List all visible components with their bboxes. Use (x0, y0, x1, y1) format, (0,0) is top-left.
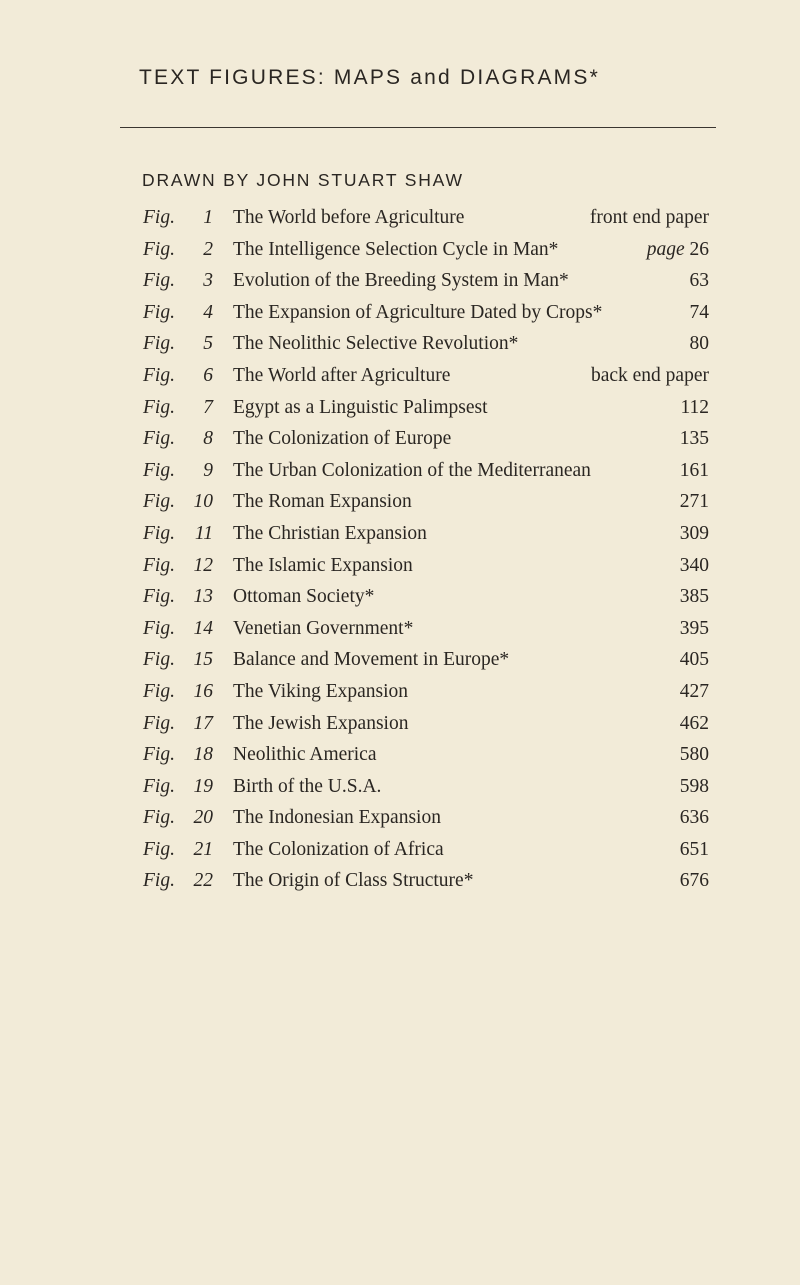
figure-label: Fig. (143, 586, 175, 608)
figure-row (0, 803, 800, 835)
figure-title: The Colonization of Europe (233, 428, 452, 450)
figure-list (0, 203, 800, 898)
figure-row (0, 551, 800, 583)
figure-row (0, 266, 800, 298)
figure-title: The Origin of Class Structure* (233, 870, 474, 892)
page-number: front end paper (589, 207, 709, 228)
figure-page-ref (647, 239, 709, 261)
figure-label: Fig. (143, 744, 175, 766)
figure-number (143, 302, 213, 324)
figure-index: 21 (193, 838, 213, 860)
figure-row (0, 487, 800, 519)
figure-title: Ottoman Society* (233, 586, 375, 608)
figure-label: Fig. (143, 870, 175, 892)
figure-page-ref (680, 713, 709, 735)
figure-page-ref (680, 555, 709, 577)
figure-index: 19 (193, 775, 213, 797)
figure-index: 17 (193, 712, 213, 734)
figure-page-ref (680, 649, 709, 671)
figure-page-ref (690, 270, 710, 292)
page-number: 161 (679, 459, 709, 481)
figure-number (143, 239, 213, 261)
figure-title: Evolution of the Breeding System in Man* (233, 270, 569, 292)
figure-row (0, 424, 800, 456)
figure-label: Fig. (143, 522, 175, 544)
figure-index: 11 (194, 522, 213, 544)
figure-index: 22 (193, 870, 213, 892)
figure-page-ref (591, 365, 709, 387)
figure-title: Birth of the U.S.A. (233, 775, 382, 797)
page-number: 598 (679, 775, 709, 797)
figure-page-ref (680, 744, 709, 766)
figure-title: The Christian Expansion (233, 522, 427, 544)
page-number: 676 (679, 870, 709, 892)
figure-index: 10 (193, 491, 213, 513)
figure-row (0, 709, 800, 741)
figure-number (143, 460, 213, 482)
page-number: 74 (689, 301, 709, 323)
figure-title: The Urban Colonization of the Mediterranean (233, 459, 591, 481)
figure-number (143, 491, 213, 513)
figure-page-ref (680, 618, 709, 640)
page-number: 112 (680, 396, 709, 418)
figure-number (143, 555, 213, 577)
page-number: 385 (679, 586, 709, 608)
figure-number (143, 649, 213, 671)
figure-index: 4 (203, 301, 213, 323)
page-number: 462 (679, 712, 709, 734)
figure-label: Fig. (143, 838, 175, 860)
figure-title: Neolithic America (233, 744, 377, 766)
figure-number (143, 807, 213, 829)
figure-title: The Colonization of Africa (233, 838, 444, 860)
figure-label: Fig. (143, 649, 175, 671)
figure-label: Fig. (143, 428, 175, 450)
figure-page-ref (590, 207, 709, 229)
figure-page-ref (680, 839, 709, 861)
page-number: 395 (679, 617, 709, 639)
page-number: 405 (679, 649, 709, 671)
figure-label: Fig. (143, 680, 175, 702)
figure-number (143, 713, 213, 735)
figure-index: 16 (193, 680, 213, 702)
figure-page-ref (690, 302, 710, 324)
figure-row (0, 456, 800, 488)
figure-title: Venetian Government* (233, 617, 414, 639)
heading-rule (120, 127, 716, 128)
figure-label: Fig. (143, 207, 175, 228)
figure-number (143, 333, 213, 355)
figure-row (0, 393, 800, 425)
figure-label: Fig. (143, 554, 175, 576)
figure-index: 13 (193, 586, 213, 608)
figure-label: Fig. (143, 301, 175, 323)
figure-label: Fig. (143, 396, 175, 418)
figure-title: The Neolithic Selective Revolution* (233, 333, 519, 355)
page-prefix: page (646, 238, 685, 260)
figure-row (0, 519, 800, 551)
figure-number (143, 523, 213, 545)
figure-page-ref (680, 397, 709, 419)
figure-page-ref (680, 523, 709, 545)
illustrator-credit: DRAWN BY JOHN STUART SHAW (142, 170, 464, 190)
figure-label: Fig. (143, 491, 175, 513)
page-number: 580 (679, 744, 709, 766)
figure-number (143, 397, 213, 419)
figure-row (0, 740, 800, 772)
figure-number (143, 428, 213, 450)
figure-row (0, 772, 800, 804)
figure-page-ref (680, 776, 709, 798)
figure-title: The Viking Expansion (233, 680, 409, 702)
figure-page-ref (680, 681, 709, 703)
figure-index: 8 (203, 428, 213, 450)
figure-label: Fig. (143, 270, 175, 292)
figure-index: 20 (193, 807, 213, 829)
figure-number (143, 270, 213, 292)
figure-index: 15 (193, 649, 213, 671)
figure-label: Fig. (143, 459, 175, 481)
figure-number (143, 870, 213, 892)
page-heading: TEXT FIGURES: MAPS and DIAGRAMS* (139, 66, 600, 89)
figure-row (0, 235, 800, 267)
figure-title: The World after Agriculture (233, 364, 451, 386)
figure-page-ref (690, 333, 710, 355)
figure-number (143, 365, 213, 387)
figure-row (0, 866, 800, 898)
figure-index: 1 (203, 207, 213, 228)
figure-row (0, 203, 800, 235)
figure-index: 5 (203, 333, 213, 355)
figure-label: Fig. (143, 333, 175, 355)
figure-index: 18 (193, 744, 213, 766)
figure-number (143, 744, 213, 766)
figure-row (0, 677, 800, 709)
figure-index: 12 (193, 554, 213, 576)
figure-row (0, 645, 800, 677)
figure-page-ref (680, 586, 709, 608)
page-number: 427 (679, 680, 709, 702)
figure-number (143, 586, 213, 608)
page-number: 271 (679, 491, 709, 513)
figure-label: Fig. (143, 807, 175, 829)
page-number: 651 (679, 838, 709, 860)
figure-number (143, 618, 213, 640)
figure-page-ref (680, 807, 709, 829)
figure-title: The Roman Expansion (233, 491, 412, 513)
figure-label: Fig. (143, 364, 175, 386)
figure-index: 6 (203, 364, 213, 386)
figure-index: 14 (193, 617, 213, 639)
page-number: 135 (679, 428, 709, 450)
figure-index: 9 (203, 459, 213, 481)
page-number: 340 (679, 554, 709, 576)
figure-label: Fig. (143, 238, 175, 260)
page-number: 636 (679, 807, 709, 829)
figure-number (143, 207, 213, 229)
figure-row (0, 614, 800, 646)
figure-row (0, 329, 800, 361)
figure-page-ref (680, 491, 709, 513)
page-number: 63 (689, 270, 709, 292)
figure-page-ref (680, 460, 709, 482)
figure-title: The Intelligence Selection Cycle in Man* (233, 238, 559, 260)
figure-index: 7 (203, 396, 213, 418)
figure-number (143, 839, 213, 861)
figure-title: The Indonesian Expansion (233, 807, 441, 829)
figure-label: Fig. (143, 617, 175, 639)
page-number: 80 (689, 333, 709, 355)
figure-index: 2 (203, 238, 213, 260)
figure-number (143, 776, 213, 798)
figure-row (0, 298, 800, 330)
figure-row (0, 582, 800, 614)
figure-row (0, 361, 800, 393)
figure-title: Balance and Movement in Europe* (233, 649, 510, 671)
figure-title: The Islamic Expansion (233, 554, 413, 576)
figure-row (0, 835, 800, 867)
figure-page-ref (680, 870, 709, 892)
figure-number (143, 681, 213, 703)
page-number: 309 (679, 522, 709, 544)
figure-index: 3 (203, 270, 213, 292)
figure-title: The Expansion of Agriculture Dated by Crops* (233, 301, 603, 323)
figure-page-ref (680, 428, 709, 450)
page-number: back end paper (590, 364, 709, 386)
figure-title: The Jewish Expansion (233, 712, 409, 734)
figure-title: The World before Agriculture (233, 207, 465, 228)
figure-title: Egypt as a Linguistic Palimpsest (233, 396, 488, 418)
figure-label: Fig. (143, 775, 175, 797)
figure-label: Fig. (143, 712, 175, 734)
page-number: 26 (689, 238, 709, 260)
